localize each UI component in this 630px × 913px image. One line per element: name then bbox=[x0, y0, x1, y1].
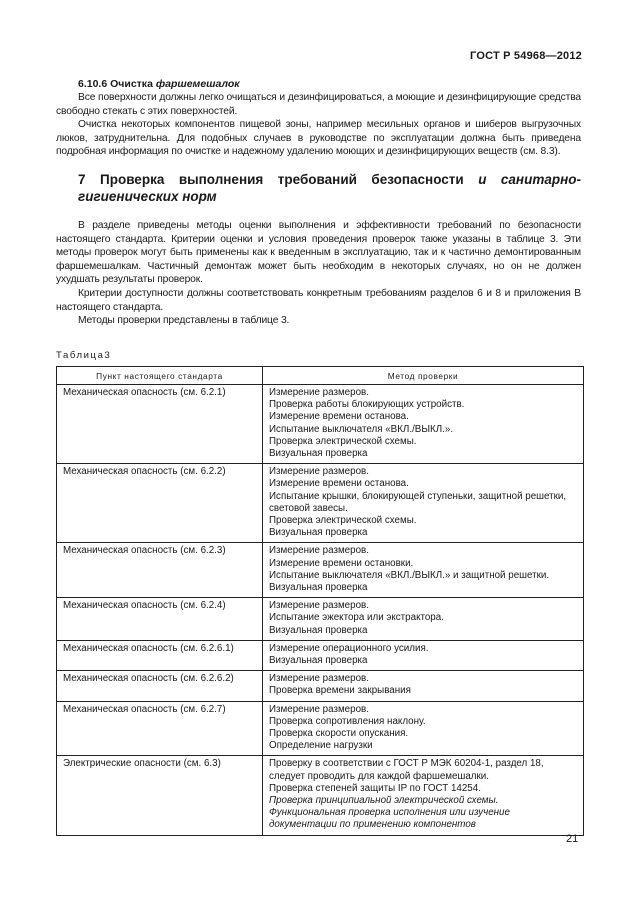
clause-cell: Механическая опасность (см. 6.2.7) bbox=[57, 701, 263, 756]
method-line: Проверка принципиальной электрической схемы. bbox=[269, 795, 499, 807]
clause-cell: Механическая опасность (см. 6.2.4) bbox=[57, 598, 263, 641]
method-line: Измерение времени останова. bbox=[269, 411, 409, 423]
method-line: Измерение размеров. bbox=[269, 545, 369, 557]
method-cell bbox=[263, 671, 584, 701]
method-cell bbox=[263, 543, 584, 598]
method-line: Измерение времени остановки. bbox=[269, 557, 414, 569]
paragraph-7-1: В разделе приведены методы оценки выполнения и эффективности требований по безопасности настоящего стандарта. Критерии оценки и условия проведения проверок также указаны в таблице 3. Эти методы проверок могут быть применены как к введенным в эксплуатацию, так и к частично демонтированным фаршемешалкам. Частичный демонтаж может быть необходим в некоторых случаях, но он не должен ухудшать результаты проверок. bbox=[56, 219, 581, 286]
method-cell bbox=[263, 384, 584, 463]
section-heading-7 bbox=[78, 171, 581, 205]
method-cell bbox=[263, 464, 584, 543]
method-line: Визуальная проверка bbox=[269, 654, 368, 666]
method-line: Измерение размеров. bbox=[269, 600, 369, 612]
method-line: Проверку в соответствии с ГОСТ Р МЭК 60204-1, раздел 18, следует проводить для каждой фаршемешалки. bbox=[269, 758, 544, 782]
paragraph-6-10-6-2: Очистка некоторых компонентов пищевой зоны, например месильных органов и шиберов выгрузочных люков, затруднительна. Для подобных случаев в руководстве по эксплуатации должна быть приведена подробная информация по очистке и надежному удалению моющих и дезинфицирующих веществ (см. 8.3). bbox=[56, 119, 581, 158]
method-line: Проверка степеней защиты IP по ГОСТ 14254. bbox=[269, 782, 481, 794]
table-caption: Таблица3 bbox=[56, 349, 112, 361]
table-row bbox=[57, 543, 584, 598]
method-line: Измерение времени останова. bbox=[269, 478, 409, 490]
clause-cell: Механическая опасность (см. 6.2.6.1) bbox=[57, 640, 263, 670]
method-line: Испытание эжектора или экстрактора. bbox=[269, 612, 444, 624]
method-line: Визуальная проверка bbox=[269, 581, 368, 593]
paragraph-7-3: Методы проверки представлены в таблице 3. bbox=[78, 315, 290, 327]
method-cell bbox=[263, 756, 584, 835]
method-line: Проверка электрической схемы. bbox=[269, 514, 417, 526]
section-heading-italic: и санитарно-гигиенических норм bbox=[78, 171, 581, 204]
method-line: Проверка электрической схемы. bbox=[269, 435, 417, 447]
method-line: Проверка времени закрывания bbox=[269, 685, 411, 697]
method-line: Визуальная проверка bbox=[269, 447, 368, 459]
subsection-number: 6.10.6 Очистка bbox=[78, 78, 153, 90]
table-row bbox=[57, 671, 584, 701]
clause-cell: Механическая опасность (см. 6.2.6.2) bbox=[57, 671, 263, 701]
section-heading-regular: 7 Проверка выполнения требований безопасности bbox=[78, 171, 464, 187]
clause-cell: Механическая опасность (см. 6.2.1) bbox=[57, 384, 263, 463]
method-cell bbox=[263, 598, 584, 641]
method-line: Визуальная проверка bbox=[269, 527, 368, 539]
page-number: 21 bbox=[566, 833, 579, 845]
clause-cell: Электрические опасности (см. 6.3) bbox=[57, 756, 263, 835]
table-row bbox=[57, 464, 584, 543]
method-cell bbox=[263, 701, 584, 756]
method-line: Испытание выключателя «ВКЛ./ВЫКЛ.». bbox=[269, 423, 454, 435]
method-cell bbox=[263, 640, 584, 670]
table-header-row bbox=[57, 366, 584, 384]
method-line: Функциональная проверка исполнения или изучение документации по применению компонентов bbox=[269, 807, 510, 831]
clause-cell: Механическая опасность (см. 6.2.3) bbox=[57, 543, 263, 598]
method-line: Измерение размеров. bbox=[269, 703, 369, 715]
verification-methods-table bbox=[56, 366, 584, 836]
subsection-title-italic: фаршемешалок bbox=[155, 78, 240, 90]
method-line: Определение нагрузки bbox=[269, 740, 373, 752]
table-row bbox=[57, 384, 584, 463]
table-row bbox=[57, 701, 584, 756]
method-line: Проверка скорости опускания. bbox=[269, 728, 409, 739]
table-row bbox=[57, 640, 584, 670]
method-line: Измерение размеров. bbox=[269, 466, 369, 478]
column-header-method: Метод проверки bbox=[263, 366, 584, 384]
paragraph-6-10-6-1: Все поверхности должны легко очищаться и дезинфицироваться, а моющие и дезинфицирующие средства свободно стекать с этих поверхностей. bbox=[56, 92, 581, 117]
method-line: Измерение размеров. bbox=[269, 386, 369, 398]
method-line: Визуальная проверка bbox=[269, 624, 368, 636]
method-line: Измерение размеров. bbox=[269, 673, 369, 685]
table-row bbox=[57, 598, 584, 641]
paragraph-7-2: Критерии доступности должны соответствовать конкретным требованиям разделов 6 и 8 и приложения В настоящего стандарта. bbox=[56, 287, 581, 313]
method-line: Проверка работы блокирующих устройств. bbox=[269, 399, 465, 411]
method-line: Испытание крышки, блокирующей ступеньки, защитной решетки, световой завесы. bbox=[269, 490, 567, 514]
method-line: Проверка сопротивления наклону. bbox=[269, 715, 426, 727]
column-header-clause: Пункт настоящего стандарта bbox=[57, 366, 263, 384]
table-body bbox=[57, 384, 584, 835]
clause-cell: Механическая опасность (см. 6.2.2) bbox=[57, 464, 263, 543]
document-body bbox=[56, 78, 581, 836]
method-line: Испытание выключателя «ВКЛ./ВЫКЛ.» и защитной решетки. bbox=[269, 569, 550, 581]
table-row bbox=[57, 756, 584, 835]
method-line: Измерение операционного усилия. bbox=[269, 642, 429, 654]
subsection-heading-6-10-6 bbox=[78, 78, 581, 90]
document-standard-header: ГОСТ Р 54968—2012 bbox=[470, 50, 582, 62]
